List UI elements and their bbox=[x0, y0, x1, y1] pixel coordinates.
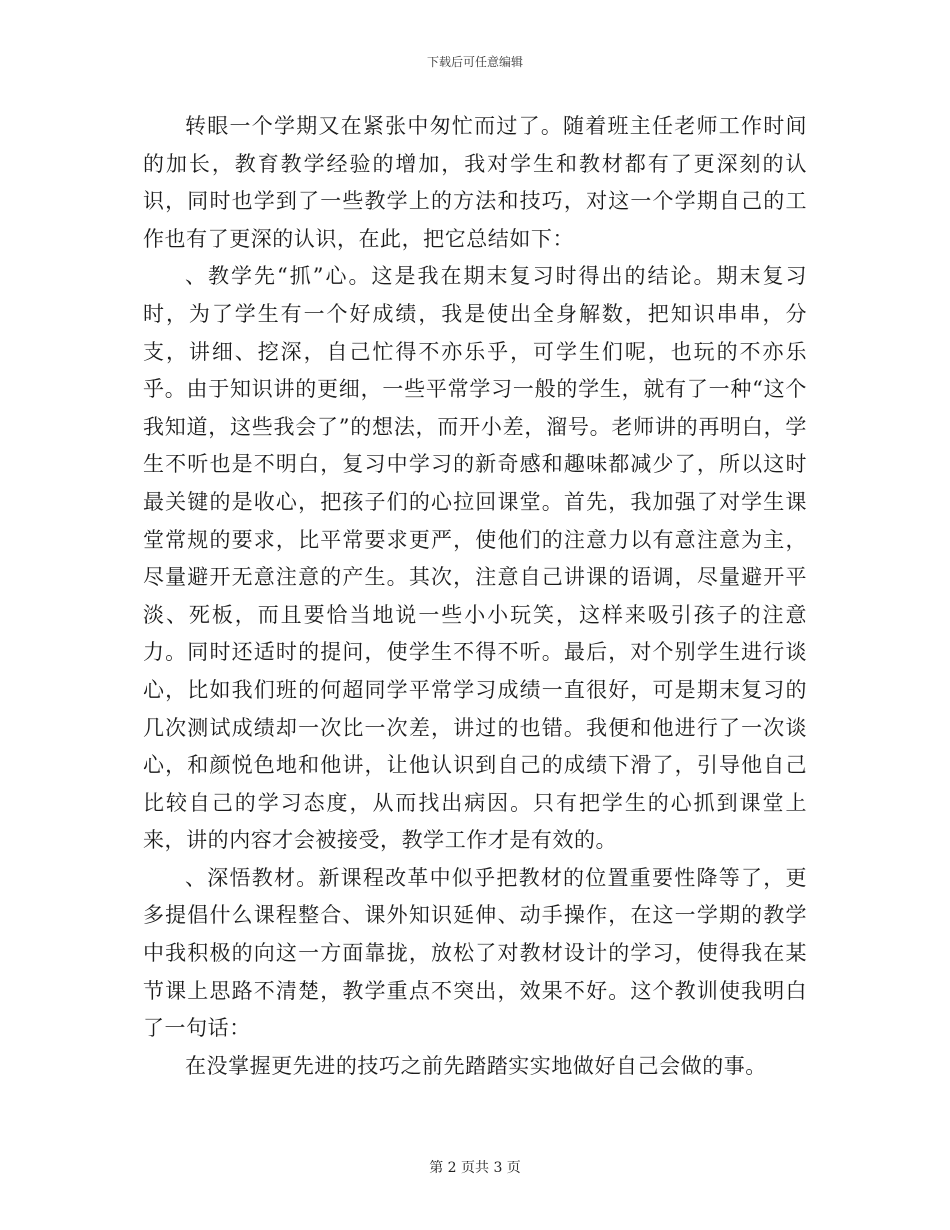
page-header-note: 下载后可任意编辑 bbox=[426, 55, 523, 69]
paragraph-textbook-study: 、深悟教材。新课程改革中似乎把教材的位置重要性降等了，更多提倡什么课程整合、课外知识延伸、动手操作，在这一学期的教学中我积极的向这一方面靠拢，放松了对教材设计的学习，使得我在某节课上思路不清楚，教学重点不突出，效果不好。这个教训使我明白了一句话： bbox=[143, 865, 807, 1041]
document-body bbox=[143, 108, 807, 1085]
page-number: 第 2 页共 3 页 bbox=[429, 1160, 521, 1176]
paragraph-teaching-focus: 、教学先“抓”心。这是我在期末复习时得出的结论。期末复习时，为了学生有一个好成绩，我是使出全身解数，把知识串串，分支，讲细、挖深，自己忙得不亦乐乎，可学生们呢，也玩的不亦乐乎。由于知识讲的更细，一些平常学习一般的学生，就有了一种“这个我知道，这些我会了”的想法，而开小差，溜号。老师讲的再明白，学生不听也是不明白，复习中学习的新奇感和趣味都减少了，所以这时最关键的是收心，把孩子们的心拉回课堂。首先，我加强了对学生课堂常规的要求，比平常要求更严，使他们的注意力以有意注意为主，尽量避开无意注意的产生。其次，注意自己讲课的语调，尽量避开平淡、死板，而且要恰当地说一些小小玩笑，这样来吸引孩子的注意力。同时还适时的提问，使学生不得不听。最后，对个别学生进行谈心，比如我们班的何超同学平常学习成绩一直很好，可是期末复习的几次测试成绩却一次比一次差，讲过的也错。我便和他进行了一次谈心，和颜悦色地和他讲，让他认识到自己的成绩下滑了，引导他自己比较自己的学习态度，从而找出病因。只有把学生的心抓到课堂上来，讲的内容才会被接受，教学工作才是有效的。 bbox=[143, 264, 807, 853]
paragraph-conclusion: 在没掌握更先进的技巧之前先踏踏实实地做好自己会做的事。 bbox=[185, 1053, 767, 1078]
paragraph-intro: 转眼一个学期又在紧张中匆忙而过了。随着班主任老师工作时间的加长，教育教学经验的增加，我对学生和教材都有了更深刻的认识，同时也学到了一些教学上的方法和技巧，对这一个学期自己的工作也有了更深的认识，在此，把它总结如下： bbox=[143, 114, 807, 251]
